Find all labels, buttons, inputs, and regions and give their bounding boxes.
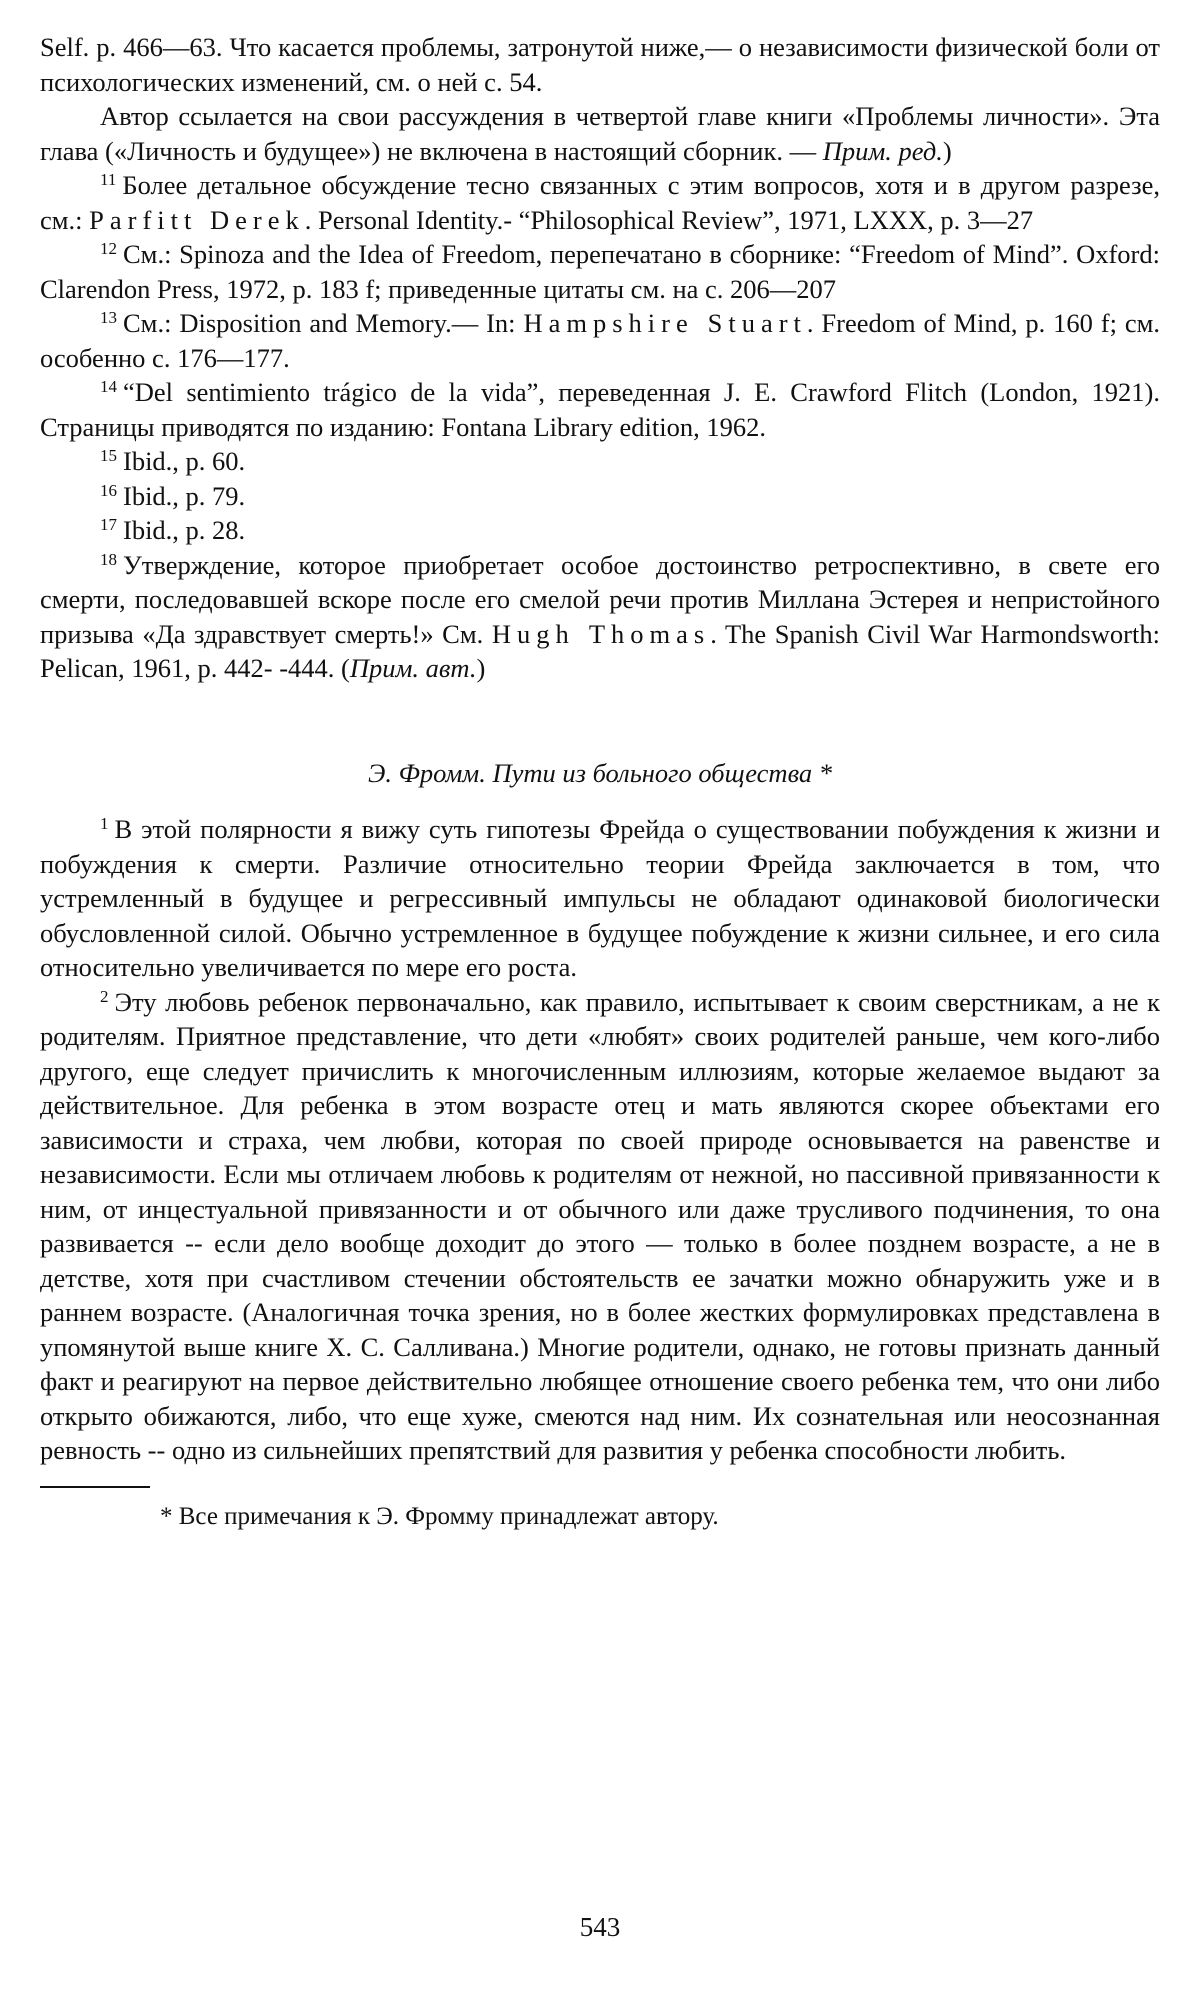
note-number: 12 [100, 239, 117, 258]
note-number: 16 [100, 480, 117, 500]
author-name: Hugh Thomas [491, 618, 711, 649]
fromm-note-1: $^1$ В этой полярности я вижу суть гипотезы Фрейда о существовании побуждения к жизни и побуждения к смерти. Различие относительно теории Фрейда заключается в том, что устремленный в будущее и регрессивный импульсы не обладают одинаковой биологически обусловленной силой. Обычно устремленное в будущее побуждение к жизни сильнее, и его сила относительно увеличивается по мере его роста. [40, 814, 1160, 982]
note-11: $^{11}$ Более детальное обсуждение тесно связанных с этим вопросов, хотя и в другом разрезе, см.: Parfitt Derek. Personal Identity.- “Philosophical Review”, 1971, LXXX, p. 3—27 [40, 170, 1160, 235]
note-number: 15 [100, 446, 117, 465]
note-number: 1 [100, 814, 109, 833]
fromm-note-2: $^2$ Эту любовь ребенок первоначально, как правило, испытывает к своим сверстникам, а не к родителям. Приятное представление, что дети «любят» своих родителей раньше, чем кого-либо другого, еще следует причислить к многочисленным иллюзиям, которые желаемое выдают за действительное. Для ребенка в этом возрасте отец и мать являются скорее объектами его зависимости и страха, чем любви, которая по своей природе основывается на равенстве и независимости. Если мы отличаем любовь к родителям от нежной, но пассивной привязанности к ним, от инцестуальной привязанности и от обычного или даже трусливого подчинения, то она развивается -- если дело вообще доходит до этого — только в более позднем возрасте, а не в детстве, хотя при счастливом стечении обстоятельств ее зачатки можно обнаружить уже и в раннем возрасте. (Аналогичная точка зрения, но в более жестких формулировках представлена в упомянутой выше книге Х. С. Салливана.) Многие родители, однако, не готовы признать данный факт и реагируют на первое действительно любящее отношение своего ребенка тем, что они либо открыто обижаются, либо, что еще хуже, смеются над ним. Их сознательная или неосознанная ревность -- одно из сильнейших препятствий для развития у ребенка способности любить. [40, 986, 1160, 1465]
section-title: Э. Фромм. Пути из больного общества * [367, 757, 833, 788]
note-10-tail: Self. p. 466—63. Что касается проблемы, затронутой ниже,— о независимости физической боли от психологических изменений, см. о ней с. 54. [40, 32, 1160, 97]
note-number: 2 [100, 986, 109, 1006]
note-number: 13 [100, 308, 117, 327]
note-17: $^{17}$ Ibid., p. 28. [100, 515, 246, 545]
note-number: 17 [100, 515, 117, 534]
note-16: $^{16}$ Ibid., p. 79. [100, 480, 246, 511]
author-name: Parfitt Derek [89, 204, 305, 235]
note-12: $^{12}$ См.: Spinoza and the Idea of Freedom, перепечатано в сборнике: “Freedom of Mind”. Oxford: Clarendon Press, 1972, p. 183 f; приведенные цитаты см. на с. 206—207 [40, 239, 1160, 304]
note-14: $^{14}$ “Del sentimiento trágico de la vida”, переведенная J. E. Crawford Flitch (London, 1921). Страницы приводятся по изданию: Fontana Library edition, 1962. [40, 377, 1160, 442]
document-page [40, 30, 1160, 1980]
note-18: $^{18}$ Утверждение, которое приобретает особое достоинство ретроспективно, в свете его смерти, последовавшей вскоре после его смелой речи против Миллана Эстерея и непристойного призыва «Да здравствует смерть!» См. Hugh Thomas. The Spanish Civil War Harmondsworth: Pelican, 1961, p. 442- -444. (Прим. авт.) [40, 549, 1160, 683]
note-10-continuation: Автор ссылается на свои рассуждения в четвертой главе книги «Проблемы личности». Эта глава («Личность и будущее») не включена в настоящий сборник. — Прим. ред.) [40, 101, 1160, 166]
note-number: 11 [100, 170, 117, 189]
note-15: $^{15}$ Ibid., p. 60. [100, 446, 246, 476]
page-footnote: * Все примечания к Э. Фромму принадлежат автору. [160, 1502, 719, 1530]
footnote-divider [40, 1486, 150, 1488]
author-note-label: Прим. авт. [349, 653, 477, 683]
page-number: 543 [579, 1912, 621, 1942]
note-number: 14 [100, 377, 117, 396]
note-13: $^{13}$ См.: Disposition and Memory.— In: Hampshire Stuart. Freedom of Mind, p. 160 f; см. особенно с. 176—177. [40, 308, 1161, 373]
author-name: Hampshire Stuart [523, 308, 807, 338]
editor-note-label: Прим. ред. [822, 135, 943, 166]
note-number: 18 [100, 549, 117, 569]
